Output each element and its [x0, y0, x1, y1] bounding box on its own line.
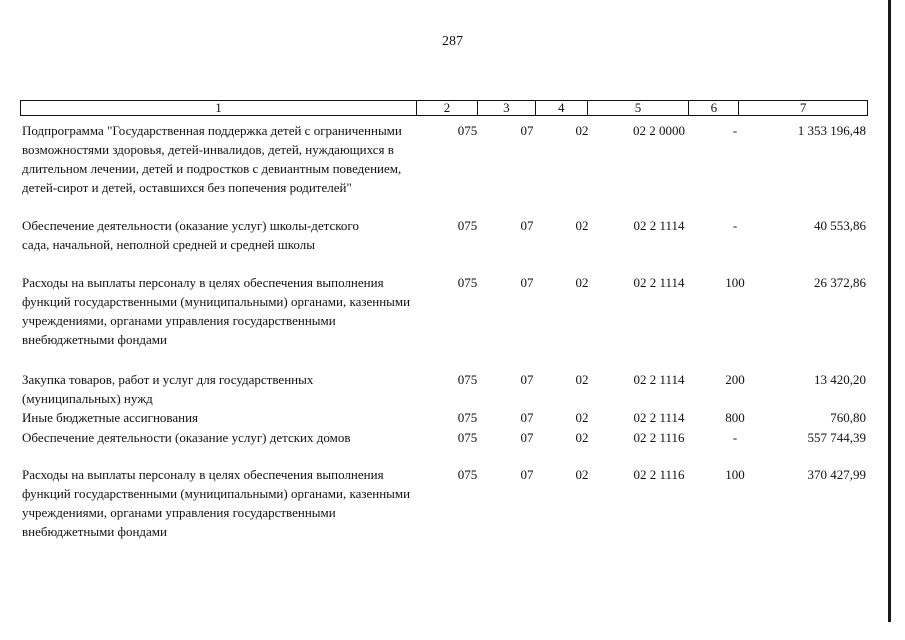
- row-section: 07: [520, 275, 534, 290]
- row-subsection: 02: [575, 123, 589, 138]
- row-subsection: 02: [575, 467, 589, 482]
- row-section: 07: [520, 123, 534, 138]
- row-subsection: 02: [575, 430, 589, 445]
- table-header: [20, 100, 868, 116]
- row-target: 02 2 1116: [633, 430, 685, 445]
- row-code: 075: [457, 372, 478, 387]
- row-code: 075: [457, 467, 478, 482]
- header-col-4: 4: [536, 101, 588, 115]
- row-section: 07: [520, 430, 534, 445]
- row-type: 100: [725, 275, 745, 290]
- row-target: 02 2 1114: [633, 410, 685, 425]
- row-name: Расходы на выплаты персоналу в целях обеспечения выполнения функций государственными (муниципальными) органами, казенными учреждениями, органами управления государственными внебюджетными фондами: [22, 275, 411, 347]
- row-name: Иные бюджетные ассигнования: [22, 410, 199, 425]
- row-name: Обеспечение деятельности (оказание услуг) школы-детского сада, начальной, неполной средней и средней школы: [22, 218, 359, 252]
- row-code: 075: [457, 275, 478, 290]
- header-col-2: 2: [417, 101, 478, 115]
- row-subsection: 02: [575, 372, 589, 387]
- row-type: 800: [725, 410, 745, 425]
- row-section: 07: [520, 467, 534, 482]
- row-sum: 760,80: [830, 410, 866, 425]
- row-sum: 26 372,86: [814, 275, 866, 290]
- row-code: 075: [457, 123, 478, 138]
- row-sum: 40 553,86: [814, 218, 866, 233]
- row-type: -: [732, 218, 738, 233]
- row-target: 02 2 1114: [633, 275, 685, 290]
- row-target: 02 2 1114: [633, 372, 685, 387]
- row-name: Расходы на выплаты персоналу в целях обеспечения выполнения функций государственными (муниципальными) органами, казенными учреждениями, органами управления государственными внебюджетными фондами: [22, 467, 411, 539]
- row-target: 02 2 0000: [633, 123, 685, 138]
- row-name: Подпрограмма "Государственная поддержка детей с ограниченными возможностями здоровья, детей-инвалидов, детей, нуждающихся в длительном лечении, детей и подростков с девиантным поведением, детей-сирот и детей, оставшихся без попечения родителей": [22, 123, 402, 195]
- row-name: Обеспечение деятельности (оказание услуг) детских домов: [22, 430, 351, 445]
- header-col-5: 5: [588, 101, 690, 115]
- row-sum: 1 353 196,48: [797, 123, 866, 138]
- row-sum: 13 420,20: [814, 372, 866, 387]
- row-type: 100: [725, 467, 745, 482]
- row-type: -: [732, 123, 738, 138]
- row-code: 075: [457, 430, 478, 445]
- header-col-3: 3: [478, 101, 536, 115]
- row-subsection: 02: [575, 218, 589, 233]
- row-code: 075: [457, 410, 478, 425]
- row-target: 02 2 1114: [633, 218, 685, 233]
- row-code: 075: [457, 218, 478, 233]
- row-type: 200: [725, 372, 745, 387]
- row-target: 02 2 1116: [633, 467, 685, 482]
- row-section: 07: [520, 410, 534, 425]
- row-sum: 370 427,99: [807, 467, 866, 482]
- header-col-1: 1: [21, 101, 417, 115]
- header-col-7: 7: [799, 100, 807, 115]
- row-name: Закупка товаров, работ и услуг для государственных (муниципальных) нужд: [22, 372, 314, 406]
- page-edge-rule: [888, 0, 891, 622]
- header-col-6: 6: [689, 101, 739, 115]
- row-subsection: 02: [575, 410, 589, 425]
- row-type: -: [732, 430, 738, 445]
- row-section: 07: [520, 372, 534, 387]
- row-subsection: 02: [575, 275, 589, 290]
- row-section: 07: [520, 218, 534, 233]
- page-number: 287: [442, 34, 463, 49]
- row-sum: 557 744,39: [807, 430, 866, 445]
